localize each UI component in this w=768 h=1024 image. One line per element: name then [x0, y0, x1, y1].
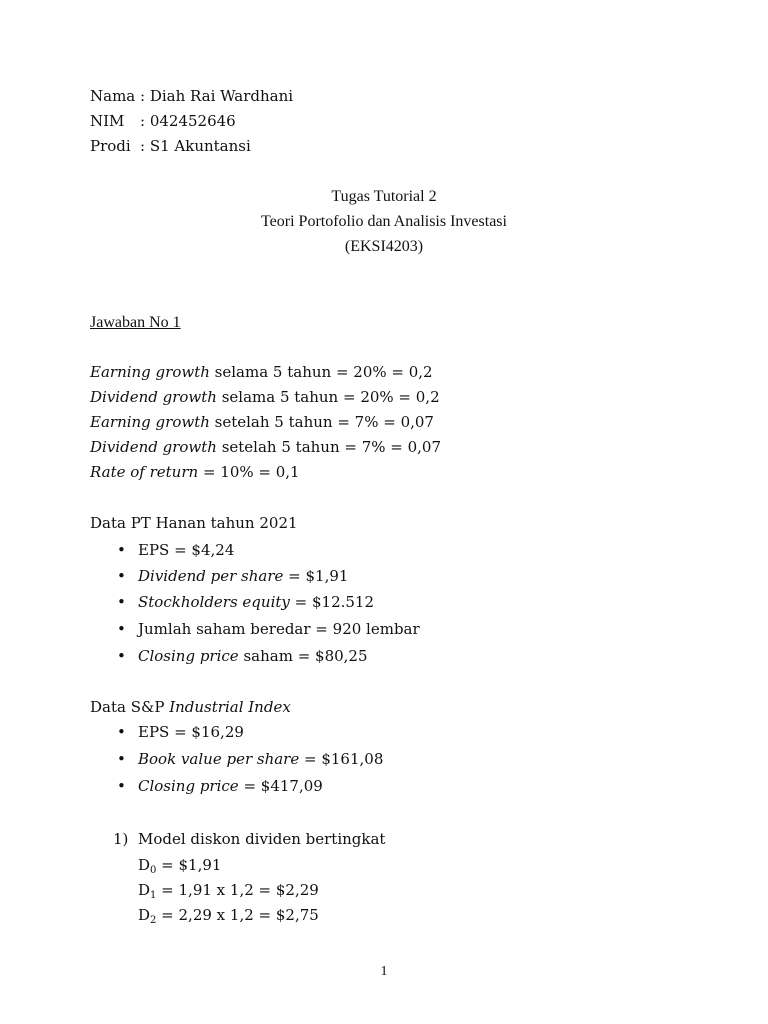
var-symbol: D — [138, 906, 151, 924]
assumption-rest: selama 5 tahun = 20% = 0,2 — [216, 388, 440, 406]
model-line — [138, 855, 221, 881]
assumption-rest: selama 5 tahun = 20% = 0,2 — [209, 363, 433, 381]
item-rest: EPS = $16,29 — [138, 723, 244, 741]
assumption-rest: setelah 5 tahun = 7% = 0,07 — [209, 413, 434, 431]
prodi-line — [90, 136, 251, 156]
nama-label: Nama — [90, 87, 136, 105]
item-rest: Jumlah saham beredar = 920 lembar — [138, 620, 420, 638]
nama-line — [90, 86, 293, 106]
item-term: Closing price — [138, 647, 239, 665]
assumption-rest: = 10% = 0,1 — [198, 463, 300, 481]
answer-heading: Jawaban No 1 — [90, 314, 181, 331]
hanan-item — [138, 566, 348, 586]
item-term: Dividend per share — [138, 567, 284, 585]
nim-line — [90, 111, 236, 131]
var-expression: = 2,29 x 1,2 = $2,75 — [156, 906, 319, 924]
var-expression: = $1,91 — [156, 856, 222, 874]
hanan-item — [138, 540, 234, 560]
var-symbol: D — [138, 881, 151, 899]
prodi-value: : S1 Akuntansi — [140, 137, 251, 155]
hanan-heading: Data PT Hanan tahun 2021 — [90, 514, 298, 532]
nama-value: : Diah Rai Wardhani — [140, 87, 294, 105]
assumption-term: Dividend growth — [90, 388, 217, 406]
bullet-symbol: • — [117, 567, 126, 585]
sp-item — [138, 776, 323, 796]
item-rest: = $417,09 — [238, 777, 323, 795]
bullet-symbol: • — [117, 750, 126, 768]
assumption-line — [90, 362, 433, 382]
nim-value: : 042452646 — [140, 112, 236, 130]
bullet-symbol: • — [117, 593, 126, 611]
assumption-term: Rate of return — [90, 463, 199, 481]
hanan-item — [138, 592, 374, 612]
bullet-symbol: • — [117, 777, 126, 795]
item-rest: EPS = $4,24 — [138, 541, 235, 559]
sp-item — [138, 749, 383, 769]
item-rest: = $12.512 — [289, 593, 375, 611]
bullet-symbol: • — [117, 541, 126, 559]
model-line — [138, 905, 319, 931]
title-line-2: Teori Portofolio dan Analisis Investasi — [261, 213, 507, 230]
sp-item — [138, 722, 244, 742]
prodi-label: Prodi — [90, 137, 131, 155]
item-term: Stockholders equity — [138, 593, 290, 611]
item-rest: saham = $80,25 — [238, 647, 368, 665]
item-rest: = $1,91 — [283, 567, 349, 585]
assumption-line — [90, 437, 441, 457]
assumption-line — [90, 387, 440, 407]
bullet-symbol: • — [117, 620, 126, 638]
title-line-3: (EKSI4203) — [344, 238, 424, 255]
sp-heading-italic: Industrial Index — [169, 698, 291, 716]
assumption-rest: setelah 5 tahun = 7% = 0,07 — [216, 438, 442, 456]
page-number: 1 — [380, 964, 388, 979]
bullet-symbol: • — [117, 647, 126, 665]
bullet-symbol: • — [117, 723, 126, 741]
title-line-1: Tugas Tutorial 2 — [331, 188, 437, 205]
var-subscript: 0 — [150, 865, 157, 876]
var-expression: = 1,91 x 1,2 = $2,29 — [156, 881, 319, 899]
assumption-term: Earning growth — [90, 363, 210, 381]
model-number: 1) — [113, 830, 129, 848]
item-rest: = $161,08 — [299, 750, 384, 768]
item-term: Closing price — [138, 777, 239, 795]
var-subscript: 2 — [150, 915, 157, 926]
assumption-line — [90, 412, 434, 432]
model-title: Model diskon dividen bertingkat — [138, 830, 386, 848]
nim-label: NIM — [90, 112, 125, 130]
model-line — [138, 880, 319, 906]
sp-heading — [90, 697, 291, 717]
assumption-term: Dividend growth — [90, 438, 217, 456]
sp-heading-plain: Data S&P — [90, 698, 170, 716]
hanan-item — [138, 646, 368, 666]
item-term: Book value per share — [138, 750, 300, 768]
assumption-term: Earning growth — [90, 413, 210, 431]
var-symbol: D — [138, 856, 151, 874]
var-subscript: 1 — [150, 890, 157, 901]
hanan-item — [138, 619, 420, 639]
assumption-line — [90, 462, 300, 482]
